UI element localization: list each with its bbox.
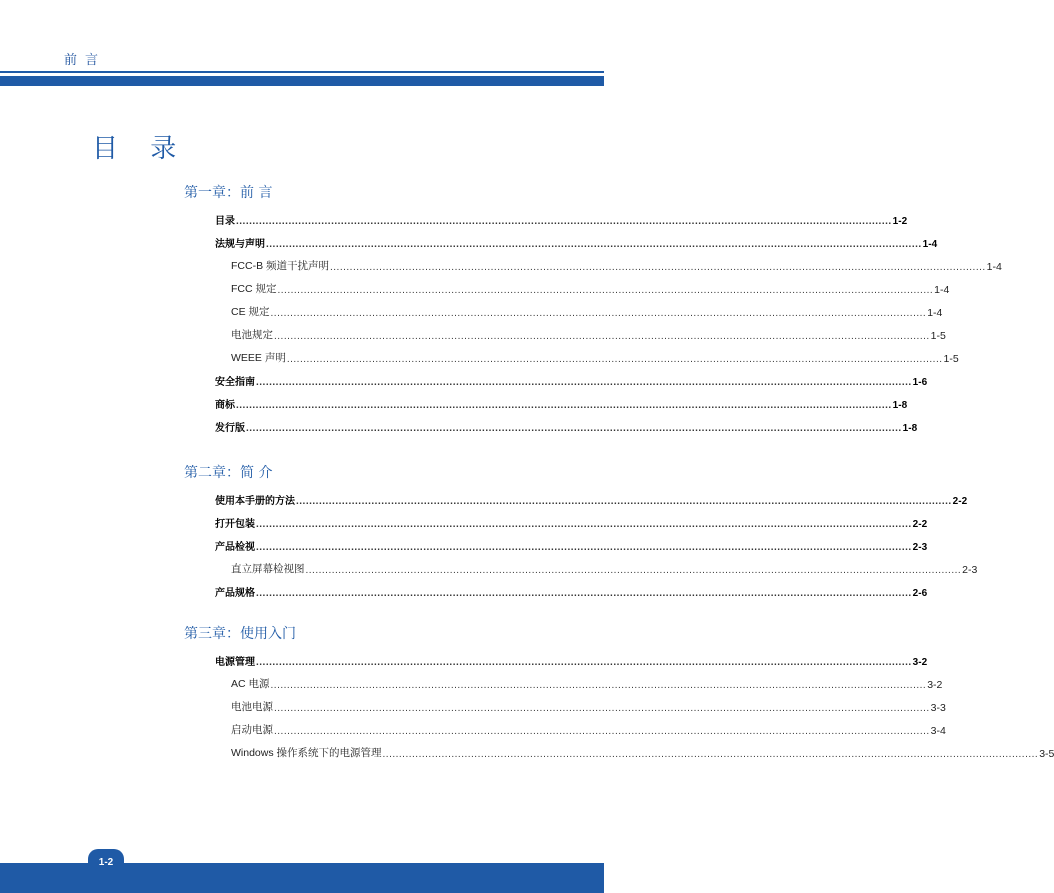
chapter-heading: 第一章：前 言 [184, 185, 273, 201]
toc-entry-page: 1-2 [892, 216, 908, 227]
dot-leader: ........................................................................................................................................................................................................ [274, 331, 930, 342]
dot-leader: ........................................................................................................................................................................................................ [256, 519, 912, 530]
toc-entry-label: Windows 操作系统下的电源管理 [231, 747, 382, 759]
toc-entry-page: 1-4 [927, 307, 943, 319]
toc-entry-label: 电源管理 [215, 657, 255, 668]
dot-leader: ........................................................................................................................................................................................................ [266, 239, 922, 250]
toc-entry[interactable] [215, 491, 968, 507]
toc-entry-label: 发行版 [215, 423, 245, 434]
dot-leader: ........................................................................................................................................................................................................ [236, 400, 892, 411]
toc-entry-page: 3-3 [930, 702, 946, 714]
dot-leader: ........................................................................................................................................................................................................ [270, 680, 927, 691]
dot-leader: ........................................................................................................................................................................................................ [270, 308, 927, 319]
toc-entry[interactable] [215, 395, 908, 411]
toc-entry-label: FCC 规定 [231, 283, 277, 295]
toc-entry-page: 2-3 [962, 564, 978, 576]
toc-entry-page: 3-4 [930, 725, 946, 737]
toc-subentry[interactable] [231, 744, 1054, 760]
toc-entry-label: FCC-B 频道干扰声明 [231, 260, 329, 272]
toc-entry-label: CE 规定 [231, 306, 270, 318]
toc-subentry[interactable] [231, 698, 946, 714]
toc-entry-page: 1-4 [934, 284, 950, 296]
toc-title: 目 录 [92, 134, 189, 164]
dot-leader: ........................................................................................................................................................................................................ [256, 588, 912, 599]
dot-leader: ........................................................................................................................................................................................................ [286, 354, 943, 365]
toc-entry-label: 目录 [215, 216, 235, 227]
toc-entry-label: 电池电源 [231, 701, 273, 713]
dot-leader: ........................................................................................................................................................................................................ [382, 749, 1039, 760]
chapter-heading: 第二章：简 介 [184, 465, 273, 481]
toc-entry-page: 3-2 [927, 679, 943, 691]
toc-subentry[interactable] [231, 257, 1002, 273]
toc-entry-page: 3-5 [1039, 748, 1054, 760]
toc-entry[interactable] [215, 372, 928, 388]
toc-entry-page: 1-8 [892, 400, 908, 411]
toc-entry-page: 2-3 [912, 542, 928, 553]
toc-entry-page: 1-6 [912, 377, 928, 388]
toc-entry-page: 2-2 [912, 519, 928, 530]
toc-entry-page: 1-4 [986, 261, 1002, 273]
chapter-heading: 第三章：使用入门 [184, 626, 296, 642]
toc-entry[interactable] [215, 537, 928, 553]
toc-entry-label: AC 电源 [231, 678, 270, 690]
dot-leader: ........................................................................................................................................................................................................ [256, 542, 912, 553]
toc-subentry[interactable] [231, 303, 943, 319]
dot-leader: ........................................................................................................................................................................................................ [330, 262, 986, 273]
header-band [0, 76, 604, 86]
toc-subentry[interactable] [231, 560, 978, 576]
dot-leader: ........................................................................................................................................................................................................ [256, 377, 912, 388]
toc-entry-label: 启动电源 [231, 724, 273, 736]
toc-entry-label: 法规与声明 [215, 239, 265, 250]
page-number: 1-2 [98, 857, 114, 868]
dot-leader: ........................................................................................................................................................................................................ [296, 496, 952, 507]
dot-leader: ........................................................................................................................................................................................................ [236, 216, 892, 227]
toc-entry-page: 1-8 [902, 423, 918, 434]
dot-leader: ........................................................................................................................................................................................................ [277, 285, 934, 296]
toc-entry-label: WEEE 声明 [231, 352, 286, 364]
toc-entry-label: 安全指南 [215, 377, 255, 388]
toc-entry-page: 1-4 [922, 239, 938, 250]
toc-entry[interactable] [215, 418, 918, 434]
toc-subentry[interactable] [231, 349, 959, 365]
toc-entry-label: 产品检视 [215, 542, 255, 553]
toc-entry[interactable] [215, 211, 908, 227]
dot-leader: ........................................................................................................................................................................................................ [274, 703, 930, 714]
toc-entry-page: 2-6 [912, 588, 928, 599]
toc-entry-page: 3-2 [912, 657, 928, 668]
page-number-tab [88, 849, 124, 887]
toc-entry-label: 打开包装 [215, 519, 255, 530]
toc-entry-page: 1-5 [943, 353, 959, 365]
toc-entry-label: 产品规格 [215, 588, 255, 599]
dot-leader: ........................................................................................................................................................................................................ [274, 726, 930, 737]
dot-leader: ........................................................................................................................................................................................................ [246, 423, 902, 434]
toc-entry-label: 直立屏幕检视图 [231, 563, 305, 575]
toc-entry[interactable] [215, 652, 928, 668]
running-header-title: 前言 [64, 53, 107, 68]
dot-leader: ........................................................................................................................................................................................................ [305, 565, 962, 576]
toc-entry-page: 2-2 [952, 496, 968, 507]
header-rule [0, 71, 604, 73]
toc-subentry[interactable] [231, 326, 946, 342]
toc-entry-label: 电池规定 [231, 329, 273, 341]
toc-entry[interactable] [215, 514, 928, 530]
toc-entry[interactable] [215, 583, 928, 599]
toc-subentry[interactable] [231, 675, 943, 691]
toc-entry-label: 商标 [215, 400, 235, 411]
toc-subentry[interactable] [231, 721, 946, 737]
toc-entry-label: 使用本手册的方法 [215, 496, 295, 507]
toc-subentry[interactable] [231, 280, 950, 296]
toc-entry-page: 1-5 [930, 330, 946, 342]
toc-entry[interactable] [215, 234, 938, 250]
dot-leader: ........................................................................................................................................................................................................ [256, 657, 912, 668]
